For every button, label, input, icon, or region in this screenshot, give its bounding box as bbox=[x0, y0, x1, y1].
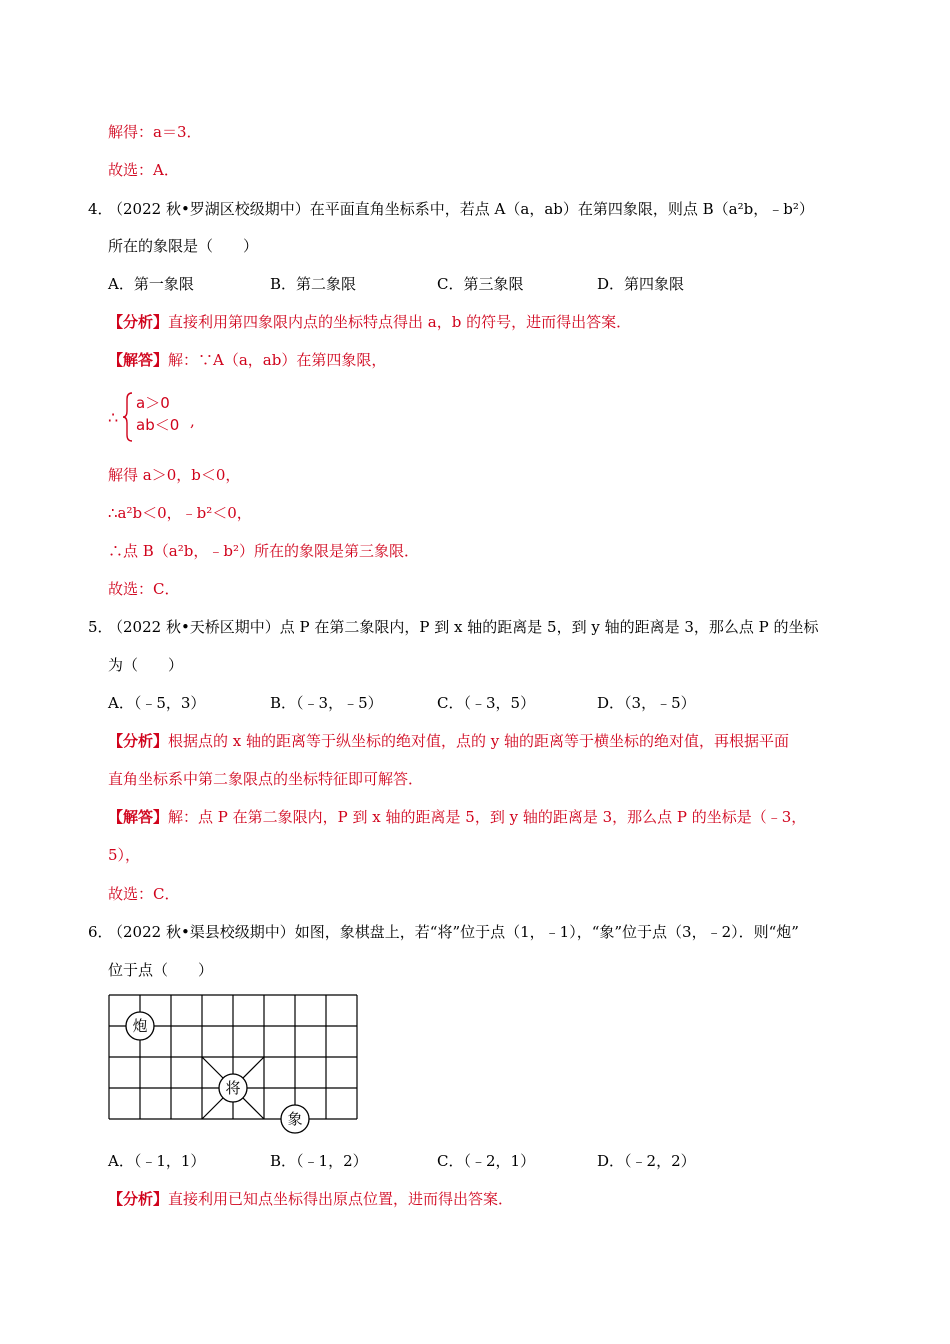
q5-answer-line-2: 5）， bbox=[108, 846, 141, 864]
q4-number: 4． bbox=[88, 200, 113, 218]
q6-stem-line-2: 位于点（ ） bbox=[108, 961, 214, 979]
q6-stem-line-1: （2022 秋•渠县校级期中）如图，象棋盘上，若“将”位于点（1，﹣1），“象”位于点（3，﹣2）．则“炮” bbox=[108, 923, 799, 941]
system-comma: , bbox=[190, 412, 195, 430]
q4-answer-line-2: 解得 a＞0，b＜0， bbox=[108, 466, 241, 484]
q6-option-a: A．（﹣1，1） bbox=[108, 1152, 206, 1170]
answer-text: 解：点 P 在第二象限内，P 到 x 轴的距离是 5，到 y 轴的距离是 3，那么点 P 的坐标是（﹣3， bbox=[168, 808, 807, 826]
analysis-tag: 【分析】 bbox=[108, 1190, 169, 1208]
q6-option-b: B．（﹣1，2） bbox=[270, 1152, 368, 1170]
q5-analysis-line-2: 直角坐标系中第二象限点的坐标特征即可解答． bbox=[108, 770, 424, 788]
q4-stem-line-2: 所在的象限是（ ） bbox=[108, 237, 259, 255]
q5-option-d: D．（3，﹣5） bbox=[597, 694, 696, 712]
therefore-symbol: ∴ bbox=[108, 408, 119, 427]
q4-answer-line-1 bbox=[108, 350, 386, 370]
system-row-2: ab＜0 bbox=[136, 416, 180, 434]
q5-answer-line-1 bbox=[108, 807, 806, 827]
q5-choice-line: 故选：C． bbox=[108, 885, 180, 903]
q4-answer-line-3: ∴a²b＜0，﹣b²＜0， bbox=[108, 504, 252, 522]
system-row-1: a＞0 bbox=[136, 394, 170, 412]
analysis-tag: 【分析】 bbox=[108, 313, 169, 331]
q5-option-b: B．（﹣3，﹣5） bbox=[270, 694, 383, 712]
analysis-tag: 【分析】 bbox=[108, 732, 169, 750]
q5-stem-line-2: 为（ ） bbox=[108, 656, 184, 674]
q4-option-c: C．第三象限 bbox=[437, 275, 524, 293]
q4-option-b: B．第二象限 bbox=[270, 275, 357, 293]
q6-option-c: C．（﹣2，1） bbox=[437, 1152, 536, 1170]
q4-inequality-system bbox=[108, 390, 218, 446]
chess-piece-label: 将 bbox=[225, 1079, 241, 1097]
chess-piece-label: 炮 bbox=[132, 1017, 148, 1035]
answer-tag: 【解答】 bbox=[108, 351, 169, 369]
chess-piece-label: 象 bbox=[287, 1110, 303, 1128]
q5-analysis-line-1 bbox=[108, 731, 789, 751]
q5-number: 5． bbox=[88, 618, 113, 636]
q6-option-d: D．（﹣2，2） bbox=[597, 1152, 696, 1170]
q3-solve-line: 解得：a＝3． bbox=[108, 123, 202, 141]
chess-board-diagram bbox=[100, 985, 370, 1135]
analysis-text: 直接利用第四象限内点的坐标特点得出 a，b 的符号，进而得出答案． bbox=[168, 313, 632, 331]
answer-tag: 【解答】 bbox=[108, 808, 169, 826]
q4-stem-line-1: （2022 秋•罗湖区校级期中）在平面直角坐标系中，若点 A（a，ab）在第四象限，则点 B（a²b，﹣b²） bbox=[108, 200, 814, 218]
answer-text: 解：∵A（a，ab）在第四象限， bbox=[168, 351, 387, 369]
q3-choice-line: 故选：A． bbox=[108, 161, 179, 179]
q4-option-a: A．第一象限 bbox=[108, 275, 194, 293]
q4-choice-line: 故选：C． bbox=[108, 580, 180, 598]
q5-option-a: A．（﹣5，3） bbox=[108, 694, 206, 712]
q4-answer-line-4: ∴点 B（a²b，﹣b²）所在的象限是第三象限． bbox=[108, 542, 419, 560]
analysis-text: 直接利用已知点坐标得出原点位置，进而得出答案． bbox=[168, 1190, 514, 1208]
q4-option-d: D．第四象限 bbox=[597, 275, 685, 293]
q5-stem-line-1: （2022 秋•天桥区期中）点 P 在第二象限内，P 到 x 轴的距离是 5，到 y 轴的距离是 3，那么点 P 的坐标 bbox=[108, 618, 819, 636]
analysis-text: 根据点的 x 轴的距离等于纵坐标的绝对值，点的 y 轴的距离等于横坐标的绝对值，再根据平面 bbox=[168, 732, 790, 750]
q6-number: 6． bbox=[88, 923, 113, 941]
left-brace-icon bbox=[122, 392, 134, 442]
q5-option-c: C．（﹣3，5） bbox=[437, 694, 536, 712]
q6-analysis bbox=[108, 1189, 513, 1209]
q4-analysis bbox=[108, 312, 631, 332]
